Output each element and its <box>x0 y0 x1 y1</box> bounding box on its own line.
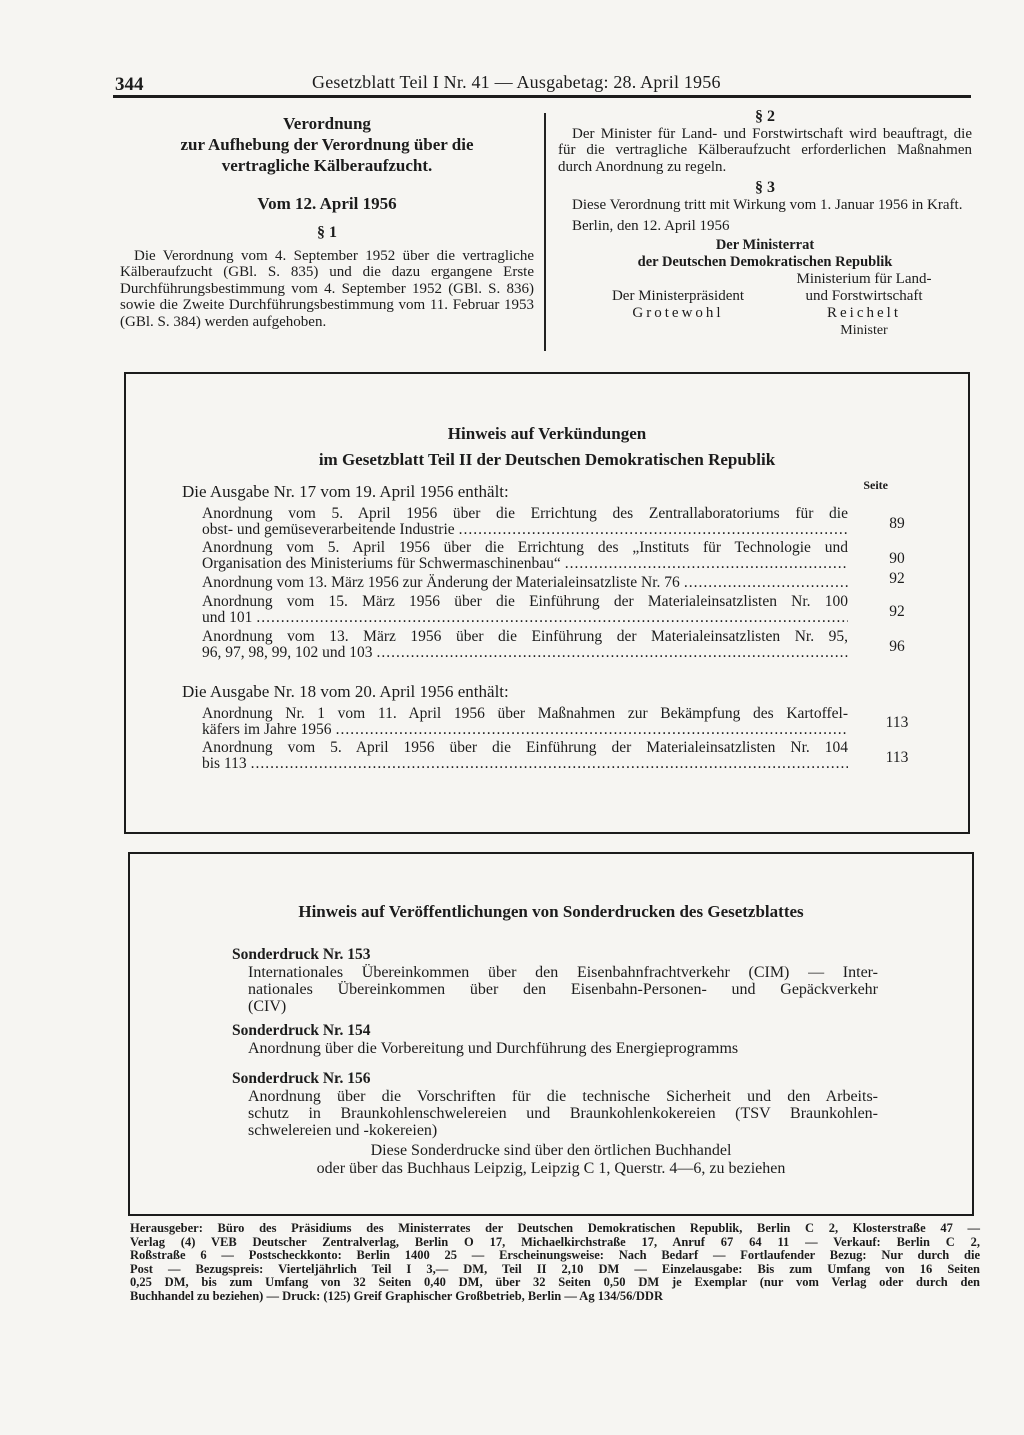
running-title: Gesetzblatt Teil I Nr. 41 — Ausgabetag: 28. April 1956 <box>312 72 721 92</box>
imprint-line: Buchhandel zu beziehen) — Druck: (125) Greif Graphischer Großbetrieb, Berlin — Ag 134/56/DDR <box>130 1288 663 1303</box>
section-text: Diese Verordnung tritt mit Wirkung vom 1. Januar 1956 in Kraft. <box>572 197 963 214</box>
special-print-line: schutz in Braunkohlenschwelereien und Braunkohlenkokereien (TSV Braunkohlen- <box>248 1105 878 1122</box>
special-print-heading: Sonderdruck Nr. 153 <box>232 946 371 963</box>
page-ref: 92 <box>889 603 905 620</box>
leader-dots <box>565 556 848 572</box>
list-item <box>202 740 848 772</box>
leader-dots <box>684 575 848 591</box>
imprint-line: 0,25 DM, bis zum Umfang von 32 Seiten 0,40 DM, über 32 Seiten 0,50 DM je Exemplar (nur vom Verlag oder durch den <box>130 1275 980 1290</box>
header-rule <box>113 95 971 98</box>
ordinance-right-column <box>558 108 972 351</box>
issue-heading: Die Ausgabe Nr. 17 vom 19. April 1956 enthält: <box>182 482 509 501</box>
special-print-line: (CIV) <box>248 998 287 1015</box>
notice-part2-subtitle: im Gesetzblatt Teil II der Deutschen Demokratischen Republik <box>318 450 776 469</box>
minister-name: Reichelt <box>827 305 901 322</box>
section-text: Der Minister für Land- und Forstwirtschaft wird beauftragt, die für die vertragliche Kälberaufzucht erforderlichen Maßnahmen durch Anordnung zu regeln. <box>558 126 972 175</box>
special-print-heading: Sonderdruck Nr. 154 <box>232 1022 371 1039</box>
special-print-text <box>248 964 878 1015</box>
issue-heading: Die Ausgabe Nr. 18 vom 20. April 1956 enthält: <box>182 682 509 701</box>
imprint <box>130 1222 980 1304</box>
imprint-line: Post — Bezugspreis: Vierteljährlich Teil I 3,— DM, Teil II 2,10 DM — Einzelausgabe: Bis zum Umfang von 16 Seiten <box>130 1261 980 1276</box>
pm-title: Der Ministerpräsident <box>611 288 745 305</box>
minister-signature <box>764 271 964 339</box>
section-number: § 3 <box>755 179 775 197</box>
council-line: der Deutschen Demokratischen Republik <box>637 254 893 271</box>
entry-line: und 101 <box>202 609 253 626</box>
page-ref: 113 <box>885 714 909 731</box>
page-column-label: Seite <box>863 478 888 492</box>
ordinance-date: Vom 12. April 1956 <box>257 194 397 213</box>
imprint-line: Roßstraße 6 — Postscheckkonto: Berlin 1400 25 — Erscheinungsweise: Nach Bedarf — Fortlaufender Bezug: Nur durch die <box>130 1248 980 1263</box>
entry-line: Anordnung vom 13. März 1956 über die Einführung der Materialeinsatzlisten Nr. 95, <box>202 628 848 645</box>
entry-line: 96, 97, 98, 99, 102 und 103 <box>202 644 373 661</box>
column-divider <box>544 113 546 351</box>
entry-line: obst- und gemüseverarbeitende Industrie <box>202 521 455 538</box>
entry-line: Anordnung vom 5. April 1956 über die Einführung der Materialeinsatzlisten Nr. 104 <box>202 739 848 756</box>
special-print-line: Anordnung über die Vorbereitung und Durchführung des Energieprogramms <box>248 1040 739 1057</box>
imprint-line: Herausgeber: Büro des Präsidiums des Ministerrates der Deutschen Demokratischen Republik, Berlin C 2, Klosterstraße 47 — <box>130 1221 980 1235</box>
ordinance-title <box>120 113 534 176</box>
entry-line: bis 113 <box>202 755 247 772</box>
ministry-line: Ministerium für Land- <box>796 271 932 288</box>
ministry-line: und Forstwirtschaft <box>805 288 923 305</box>
signature-block <box>558 271 972 351</box>
page-ref: 89 <box>889 515 905 532</box>
entry-line: Anordnung vom 5. April 1956 über die Errichtung des „Instituts für Technologie und <box>202 539 848 556</box>
availability-line: oder über das Buchhaus Leipzig, Leipzig C 1, Querstr. 4—6, zu beziehen <box>316 1160 786 1177</box>
special-print-text <box>248 1040 878 1057</box>
list-item <box>202 629 848 661</box>
page-ref: 90 <box>889 550 905 567</box>
page-ref: 96 <box>889 638 905 655</box>
page-ref: 113 <box>885 749 909 766</box>
minister-title: Minister <box>840 323 888 339</box>
entry-line: Anordnung vom 5. April 1956 über die Errichtung des Zentrallaboratoriums für die <box>202 505 848 522</box>
special-print-text <box>248 1088 878 1139</box>
ordinance-title-line: zur Aufhebung der Verordnung über die <box>180 135 474 154</box>
ordinance-left-column <box>120 113 534 330</box>
entry-line: Organisation des Ministeriums für Schwermaschinenbau“ <box>202 555 561 572</box>
notice-part2-box <box>124 372 970 834</box>
place-date: Berlin, den 12. April 1956 <box>572 217 730 234</box>
leader-dots <box>251 756 848 772</box>
special-print-line: Anordnung über die Vorschriften für die technische Sicherheit und den Arbeits- <box>248 1088 878 1105</box>
leader-dots <box>336 722 848 738</box>
availability-note <box>130 1142 972 1178</box>
section-number: § 2 <box>755 108 775 125</box>
special-print-line: schwelereien und -kokereien) <box>248 1122 438 1139</box>
list-item <box>202 706 848 738</box>
notice-part2-title: Hinweis auf Verkündungen <box>447 424 647 443</box>
special-print-heading: Sonderdruck Nr. 156 <box>232 1070 371 1087</box>
ordinance-title-line: Verordnung <box>283 114 371 133</box>
council-signature <box>558 237 972 271</box>
list-item <box>202 506 848 538</box>
imprint-line: Verlag (4) VEB Deutscher Zentralverlag, Berlin O 17, Michaelkirchstraße 17, Anruf 67 64 11 — Verkauf: Berlin C 2, <box>130 1234 980 1249</box>
section-number: § 1 <box>317 224 337 241</box>
notice-special-title: Hinweis auf Veröffentlichungen von Sonderdrucken des Gesetzblattes <box>298 902 804 921</box>
notice-special-box <box>128 852 974 1216</box>
ordinance-title-line: vertragliche Kälberaufzucht. <box>221 156 433 175</box>
entry-line: Anordnung Nr. 1 vom 11. April 1956 über Maßnahmen zur Bekämpfung des Kartoffel- <box>202 705 848 722</box>
list-item <box>202 540 848 572</box>
leader-dots <box>256 610 848 626</box>
council-line: Der Ministerrat <box>715 237 815 254</box>
page-number: 344 <box>115 74 144 95</box>
leader-dots <box>377 645 849 661</box>
special-print-line: nationales Übereinkommen über den Eisenbahn-Personen- und Gepäckverkehr <box>248 981 878 998</box>
entry-line: käfers im Jahre 1956 <box>202 721 332 738</box>
pm-signature <box>578 288 778 322</box>
special-print-line: Internationales Übereinkommen über den Eisenbahnfrachtverkehr (CIM) — Inter- <box>248 964 878 981</box>
availability-line: Diese Sonderdrucke sind über den örtlichen Buchhandel <box>370 1142 732 1159</box>
entry-line: Anordnung vom 13. März 1956 zur Änderung der Materialeinsatzliste Nr. 76 <box>202 574 680 591</box>
list-item <box>202 575 848 591</box>
pm-name: Grotewohl <box>632 305 724 322</box>
leader-dots <box>459 522 848 538</box>
entry-line: Anordnung vom 15. März 1956 über die Einführung der Materialeinsatzlisten Nr. 100 <box>202 593 848 610</box>
section-text: Die Verordnung vom 4. September 1952 über die vertragliche Kälberaufzucht (GBl. S. 835) und die dazu ergangene Erste Durchführungsbestimmung vom 4. September 1952 (GBl. S. 836) sowie die Zweite Durchführungsbestimmung vom 11. Februar 1953 (GBl. S. 384) werden aufgehoben. <box>120 248 534 330</box>
page-ref: 92 <box>889 570 905 587</box>
list-item <box>202 594 848 626</box>
